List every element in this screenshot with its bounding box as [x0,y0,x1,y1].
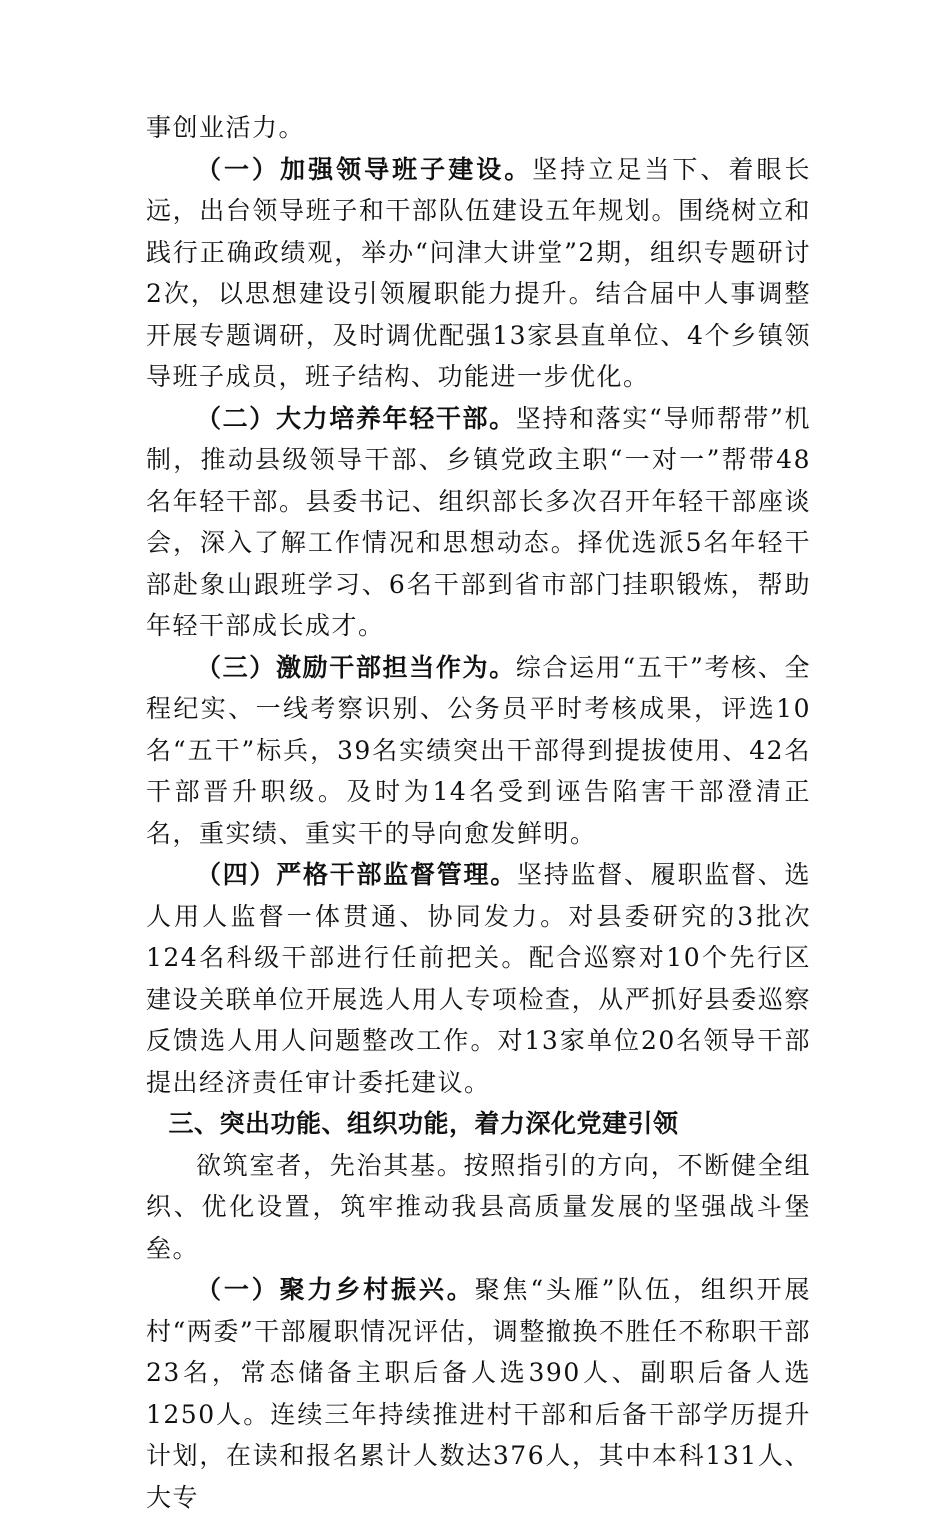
paragraph-lead: （一）聚力乡村振兴。 [196,1275,475,1304]
paragraph-section-intro [146,1145,811,1270]
paragraph-text: 坚持立足当下、着眼长远，出台领导班子和干部队伍建设五年规划。围绕树立和践行正确政绩观，举办“问津大讲堂”2期，组织专题研讨2次，以思想建设引领履职能力提升。结合届中人事调整开展专题调研，及时调优配强13家县直单位、4个乡镇领导班子成员，班子结构、功能进一步优化。 [146,154,811,391]
paragraph-text: 综合运用“五干”考核、全程纪实、一线考察识别、公务员平时考核成果，评选10名“五干”标兵，39名实绩突出干部得到提拔使用、42名干部晋升职级。及时为14名受到诬告陷害干部澄清正名，重实绩、重实干的导向愈发鲜明。 [146,652,811,848]
paragraph-text: 坚持和落实“导师帮带”机制，推动县级领导干部、乡镇党政主职“一对一”帮带48名年轻干部。县委书记、组织部长多次召开年轻干部座谈会，深入了解工作情况和思想动态。择优选派5名年轻干部赴象山跟班学习、6名干部到省市部门挂职锻炼，帮助年轻干部成长成才。 [146,403,811,640]
paragraph-text: 坚持监督、履职监督、选人用人监督一体贯通、协同发力。对县委研究的3批次124名科级干部进行任前把关。配合巡察对10个先行区建设关联单位开展选人用人专项检查，从严抓好县委巡察反馈选人用人问题整改工作。对13家单位20名领导干部提出经济责任审计委托建议。 [146,860,811,1097]
paragraph-text: 欲筑室者，先治其基。按照指引的方向，不断健全组织、优化设置，筑牢推动我县高质量发展的坚强战斗堡垒。 [146,1150,811,1263]
paragraph-continuation [146,107,811,149]
paragraph-young-cadres [146,398,811,647]
paragraph-lead: （二）大力培养年轻干部。 [196,403,516,433]
paragraph-incentive [146,647,811,855]
paragraph-lead: （三）激励干部担当作为。 [196,652,516,682]
paragraph-lead: （四）严格干部监督管理。 [196,860,517,889]
paragraph-lead: （一）加强领导班子建设。 [196,154,533,184]
document-body [146,107,811,1518]
paragraph-supervision [146,854,811,1103]
section-heading: 三、突出功能、组织功能，着力深化党建引领 [168,1109,679,1138]
paragraph-leadership-team [146,149,811,398]
paragraph-text: 聚焦“头雁”队伍，组织开展村“两委”干部履职情况评估，调整撤换不胜任不称职干部23名，常态储备主职后备人选390人、副职后备人选1250人。连续三年持续推进村干部和后备干部学历提升计划，在读和报名累计人数达376人，其中本科131人、大专 [146,1275,811,1512]
paragraph-rural-revitalization [146,1269,811,1518]
paragraph-text: 事创业活力。 [146,113,306,142]
